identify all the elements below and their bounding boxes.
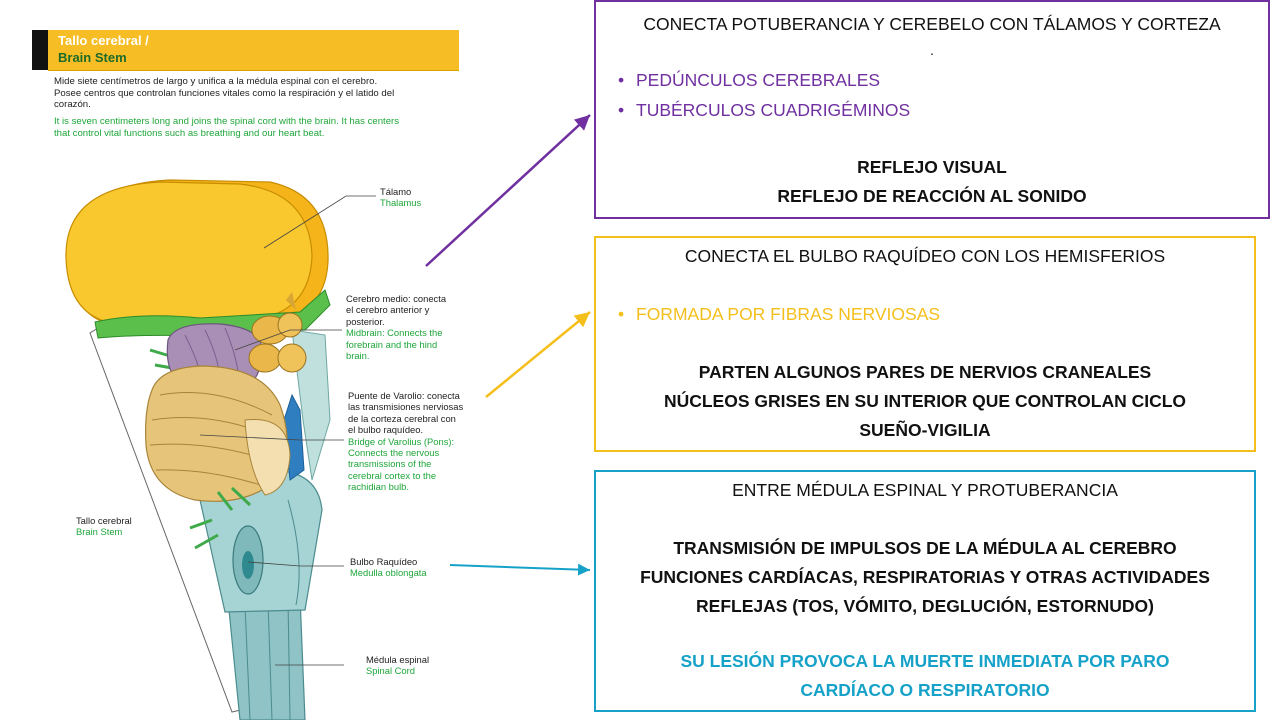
midbrain-info-box: [594, 0, 1270, 219]
medulla-box-heading: ENTRE MÉDULA ESPINAL Y PROTUBERANCIA: [732, 480, 1118, 500]
label-thalamus: [380, 186, 421, 209]
label-pons-es: de la corteza cerebral con: [348, 412, 456, 424]
label-midbrain-en: Midbrain: Connects the: [346, 327, 443, 339]
label-midbrain-es: Cerebro medio: conecta: [346, 293, 447, 304]
label-midbrain-es: posterior.: [346, 315, 385, 327]
intro-en-line: that control vital functions such as breathing and our heart beat.: [54, 127, 325, 139]
label-thalamus-en: Thalamus: [380, 197, 422, 209]
intro-es-line: Mide siete centímetros de largo y unifica a la médula espinal con el cerebro.: [54, 76, 378, 87]
label-midbrain-en: forebrain and the hind: [346, 338, 438, 350]
label-pons-es: las transmisiones nerviosas: [348, 401, 464, 413]
medulla-box-bold-line: REFLEJAS (TOS, VÓMITO, DEGLUCIÓN, ESTORNUDO): [696, 596, 1154, 616]
label-spinal-en: Spinal Cord: [366, 665, 415, 677]
arrow-midbrain: [426, 115, 590, 266]
header-title-es: Tallo cerebral /: [58, 33, 149, 48]
medulla-info-box: [594, 470, 1256, 712]
thalamus-shape: [66, 182, 312, 324]
label-medulla-en: Medulla oblongata: [350, 567, 427, 579]
label-pons-en: cerebral cortex to the: [348, 469, 437, 481]
intro-es-line: Posee centros que controlan funciones vitales como la respiración y el latido del: [54, 87, 395, 99]
header-title-en: Brain Stem: [58, 50, 127, 65]
midbrain-box-bullet: • TUBÉRCULOS CUADRIGÉMINOS: [636, 100, 910, 121]
label-pons-en: transmissions of the: [348, 458, 432, 470]
arrow-pons: [486, 312, 590, 397]
label-medulla-es: Bulbo Raquídeo: [350, 556, 418, 567]
label-midbrain-es: el cerebro anterior y: [346, 304, 430, 316]
midbrain-box-heading: CONECTA POTUBERANCIA Y CEREBELO CON TÁLAMOS Y CORTEZA: [643, 14, 1221, 34]
label-thalamus-es: Tálamo: [380, 186, 412, 197]
label-midbrain-en: brain.: [346, 350, 370, 362]
intro-en-line: It is seven centimeters long and joins the spinal cord with the brain. It has centers: [54, 116, 400, 127]
label-spinal-es: Médula espinal: [366, 654, 430, 665]
pons-info-box: [594, 236, 1256, 452]
pons-box-heading: CONECTA EL BULBO RAQUÍDEO CON LOS HEMISFERIOS: [684, 246, 1166, 266]
label-midbrain: [346, 293, 446, 361]
pons-box-bold-line: NÚCLEOS GRISES EN SU INTERIOR QUE CONTROLAN CICLO: [663, 391, 1187, 411]
label-pons-en: Connects the nervous: [348, 447, 440, 459]
pons-box-bold-line: PARTEN ALGUNOS PARES DE NERVIOS CRANEALES: [698, 362, 1152, 382]
pons-box-bold-line: SUEÑO-VIGILIA: [859, 420, 991, 440]
label-brainstem-es: Tallo cerebral: [76, 515, 132, 526]
label-pons: [348, 390, 463, 493]
medulla-box-bold-line: FUNCIONES CARDÍACAS, RESPIRATORIAS Y OTRAS ACTIVIDADES: [640, 567, 1210, 587]
label-pons-en: rachidian bulb.: [348, 481, 409, 493]
midbrain-box-dot: .: [930, 42, 934, 58]
label-brainstem: [76, 515, 132, 538]
midbrain-box-bold-line: REFLEJO DE REACCIÓN AL SONIDO: [777, 186, 1087, 206]
pons-box-bullet: • FORMADA POR FIBRAS NERVIOSAS: [636, 304, 940, 325]
label-brainstem-en: Brain Stem: [76, 526, 123, 538]
medulla-box-warning-line: SU LESIÓN PROVOCA LA MUERTE INMEDIATA POR PARO: [680, 651, 1170, 671]
arrow-medulla: [450, 565, 590, 570]
label-medulla: [350, 556, 427, 579]
spinal-cord-shape: [228, 596, 305, 720]
medulla-box-bold-line: TRANSMISIÓN DE IMPULSOS DE LA MÉDULA AL CEREBRO: [673, 538, 1177, 558]
intro-es-line: corazón.: [54, 99, 91, 111]
label-pons-en: Bridge of Varolius (Pons):: [348, 435, 455, 447]
label-pons-es: Puente de Varolio: conecta: [348, 390, 460, 401]
label-spinal-cord: [366, 654, 429, 677]
midbrain-box-bullet: • PEDÚNCULOS CEREBRALES: [636, 70, 880, 91]
medulla-box-warning-line: CARDÍACO O RESPIRATORIO: [800, 680, 1050, 700]
label-pons-es: el bulbo raquídeo.: [348, 424, 424, 436]
midbrain-box-bold-line: REFLEJO VISUAL: [857, 157, 1007, 177]
